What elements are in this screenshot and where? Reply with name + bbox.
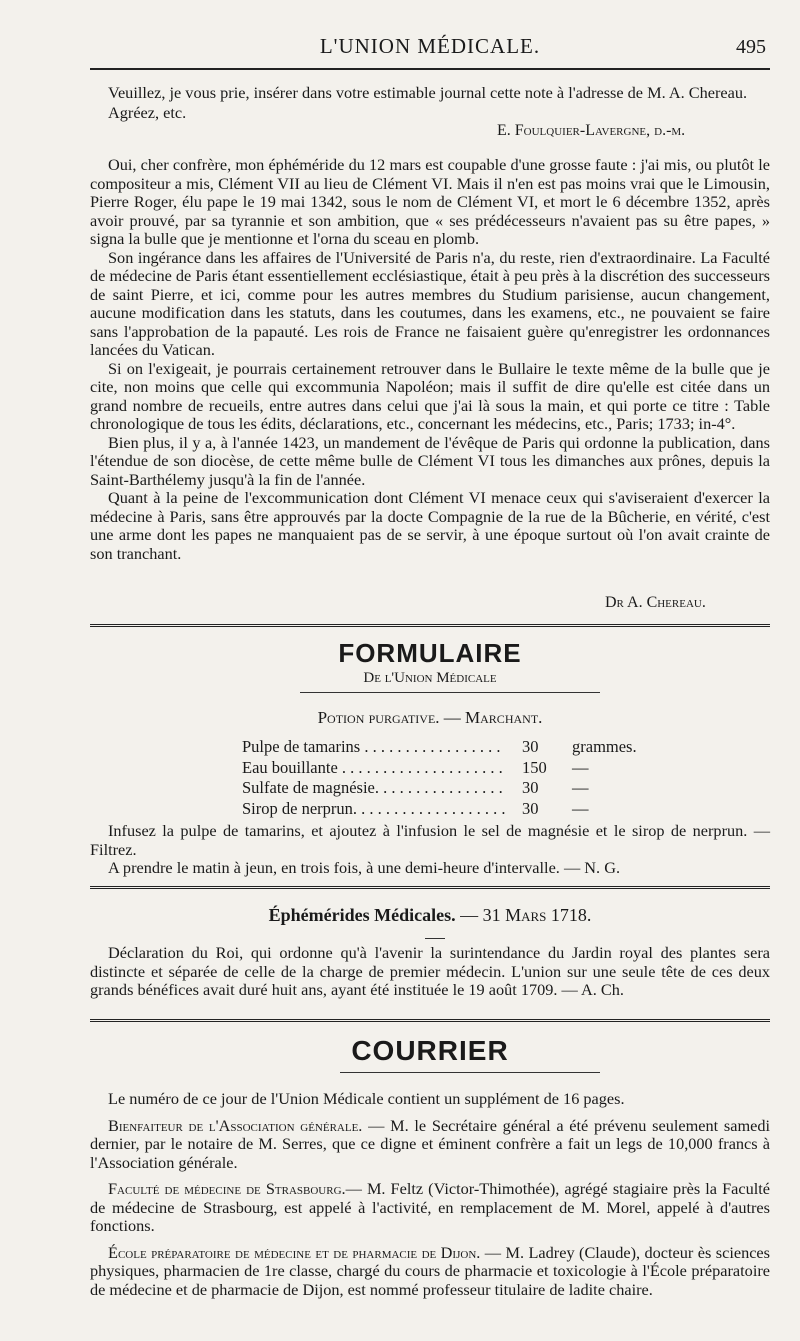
ingredient-unit: — [572, 778, 589, 797]
potion-instructions [90, 822, 770, 878]
heading-rule [425, 938, 445, 939]
courrier-item [90, 1244, 770, 1300]
ingredient-qty: 30 [522, 737, 539, 756]
formulaire-subtitle: De l'Union Médicale [363, 670, 497, 686]
reply-paragraph: Quant à la peine de l'excommunication dont Clément VI menace ceux qui s'aviseraient d'exercer la médecine à Paris, sans être approuvés par la docte Compagnie de la rue de la Bûcherie, en vérité, c'est une arme dont les papes ne manquaient pas de se servir, à une époque surtout où l'on avait crainte de son tranchant. [90, 488, 770, 563]
ingredient-name: Eau bouillante . . . . . . . . . . . . . . . . . . . . [242, 757, 503, 777]
reply-paragraph: Bien plus, il y a, à l'année 1423, un mandement de l'évêque de Paris qui ordonne la publication, dans l'étendue de son diocèse, de cette même bulle de Clément VI tous les dimanches aux prônes, depuis la Saint-Barthélemy jusqu'à la fin de l'année. [90, 432, 770, 489]
ephemerides-date: — 31 Mars 1718. [460, 905, 592, 925]
letter-signature: E. Foulquier-Lavergne, d.-m. [497, 122, 686, 139]
item-lead: École préparatoire de médecine et de pharmacie de Dijon. [108, 1242, 481, 1262]
courrier-rule [340, 1072, 600, 1073]
formulaire-title: FORMULAIRE [338, 638, 522, 668]
ingredient-row [242, 799, 682, 820]
ephemerides-text: Déclaration du Roi, qui ordonne qu'à l'avenir la surintendance du Jardin royal des plantes sera distincte et séparée de celle de la charge de premier médecin. L'union sur une seule tête de ces deux grands bénéfices avait duré huit ans, ayant été instituée le 19 août 1709. — A. Ch. [90, 943, 770, 999]
ingredient-name: Pulpe de tamarins . . . . . . . . . . . . . . . . . [242, 737, 501, 756]
reply-section [90, 156, 770, 563]
ingredient-row [242, 737, 682, 758]
ingredient-list [242, 737, 682, 819]
section-rule [90, 624, 770, 627]
ephemerides-section [90, 944, 770, 1000]
ingredient-unit: — [572, 757, 589, 777]
ingredient-qty: 30 [522, 778, 539, 797]
item-text: — M. le Secrétaire général a été prévenu seulement samedi dernier, par le notaire de M. Serres, que ce digne et éminent confrère a fait un legs de 10,000 francs à l'Association générale. [90, 1115, 771, 1172]
page-header [90, 34, 770, 64]
item-lead: Faculté de médecine de Strasbourg. [108, 1179, 346, 1198]
ephemerides-heading [90, 905, 770, 926]
ingredient-row [242, 758, 682, 779]
courrier-intro: Le numéro de ce jour de l'Union Médicale contient un supplément de 16 pages. [108, 1089, 625, 1108]
dosage-text: A prendre le matin à jeun, en trois fois, à une demi-heure d'intervalle. — N. G. [108, 858, 621, 877]
reply-paragraph: Oui, cher confrère, mon éphéméride du 12 mars est coupable d'une grosse faute : j'ai mis, ou plutôt le compositeur a mis, Clément VII au lieu de Clément VI. Mais il n'en est pas moins vrai que le Limousin, Pierre Roger, élu pape le 19 mai 1342, sous le nom de Clément VI, et mort le 6 décembre 1352, après avoir prouvé, par sa tyrannie et son ambition, que « ses prédécesseurs n'avaient pas su être papes, » signa la bulle que je mentionne et l'orna du sceau en plomb. [90, 155, 770, 248]
reply-paragraph: Son ingérance dans les affaires de l'Université de Paris n'a, du reste, rien d'extraordinaire. La Faculté de médecine de Paris étant essentiellement ecclésiastique, était à peu près à la discrétion des successeurs de saint Pierre, et ici, comme pour les autres membres du Studium parisiense, aucun changement, aucune modification dans les statuts, dans les coutumes, dans les examens, etc., ne pouvaient se faire sans l'approbation de la papauté. Les rois de France ne faisaient guère qu'enregistrer les ordonnances lancées du Vatican. [90, 247, 770, 359]
courrier-item [90, 1180, 770, 1236]
letter-agreez: Agréez, etc. [108, 102, 187, 122]
item-text: — M. Ladrey (Claude), docteur ès sciences physiques, pharmacien de 1re classe, chargé du cours de pharmacie et toxicologie à l'École préparatoire de médecine et de pharmacie de Dijon, est nommé professeur titulaire de ladite chaire. [90, 1242, 770, 1299]
ingredient-row [242, 778, 682, 799]
journal-title: L'UNION MÉDICALE. [319, 34, 541, 58]
ingredient-qty: 150 [522, 757, 547, 777]
instructions-text: Infusez la pulpe de tamarins, et ajoutez à l'infusion le sel de magnésie et le sirop de nerprun. — Filtrez. [90, 821, 770, 859]
reply-paragraph: Si on l'exigeait, je pourrais certainement retrouver dans le Bullaire le texte même de la bulle que je cite, non moins que celle qui excommunia Napoléon; mais il suffit de dire qu'elle est citée dans un grand nombre de recueils, entre autres dans celui que j'ai là sous la main, et qui porte ce titre : Table chronologique de tous les édits, déclarations, etc., concernant les médecins, etc., Paris; 1733; in-4°. [90, 358, 770, 433]
ingredient-unit: — [572, 798, 589, 818]
ingredient-unit: grammes. [572, 737, 637, 756]
courrier-title: COURRIER [351, 1035, 509, 1066]
page-number: 495 [736, 36, 766, 58]
item-lead: Bienfaiteur de l'Association générale. [108, 1115, 363, 1135]
courrier-item [90, 1117, 770, 1173]
section-rule [90, 886, 770, 889]
letter-section [90, 84, 770, 122]
courrier-section [90, 1090, 770, 1299]
ingredient-qty: 30 [522, 798, 539, 818]
letter-paragraph: Veuillez, je vous prie, insérer dans votre estimable journal cette note à l'adresse de M. A. Chereau. [108, 83, 748, 102]
section-rule [90, 1019, 770, 1022]
subtitle-rule [300, 692, 600, 693]
reply-signature: Dr A. Chereau. [605, 594, 706, 611]
header-rule [90, 68, 770, 70]
item-text: — M. Feltz (Victor-Thimothée), agrégé stagiaire près la Faculté de médecine de Strasbourg, est appelé à l'activité, en remplacement de M. Morel, appelé à d'autres fonctions. [90, 1179, 770, 1235]
ephemerides-title: Éphémérides Médicales. [268, 905, 456, 925]
ingredient-name: Sirop de nerprun. . . . . . . . . . . . . . . . . . . [242, 798, 506, 818]
potion-title: Potion purgative. — Marchant. [317, 708, 543, 727]
ingredient-name: Sulfate de magnésie. . . . . . . . . . . . . . . . [242, 778, 503, 797]
